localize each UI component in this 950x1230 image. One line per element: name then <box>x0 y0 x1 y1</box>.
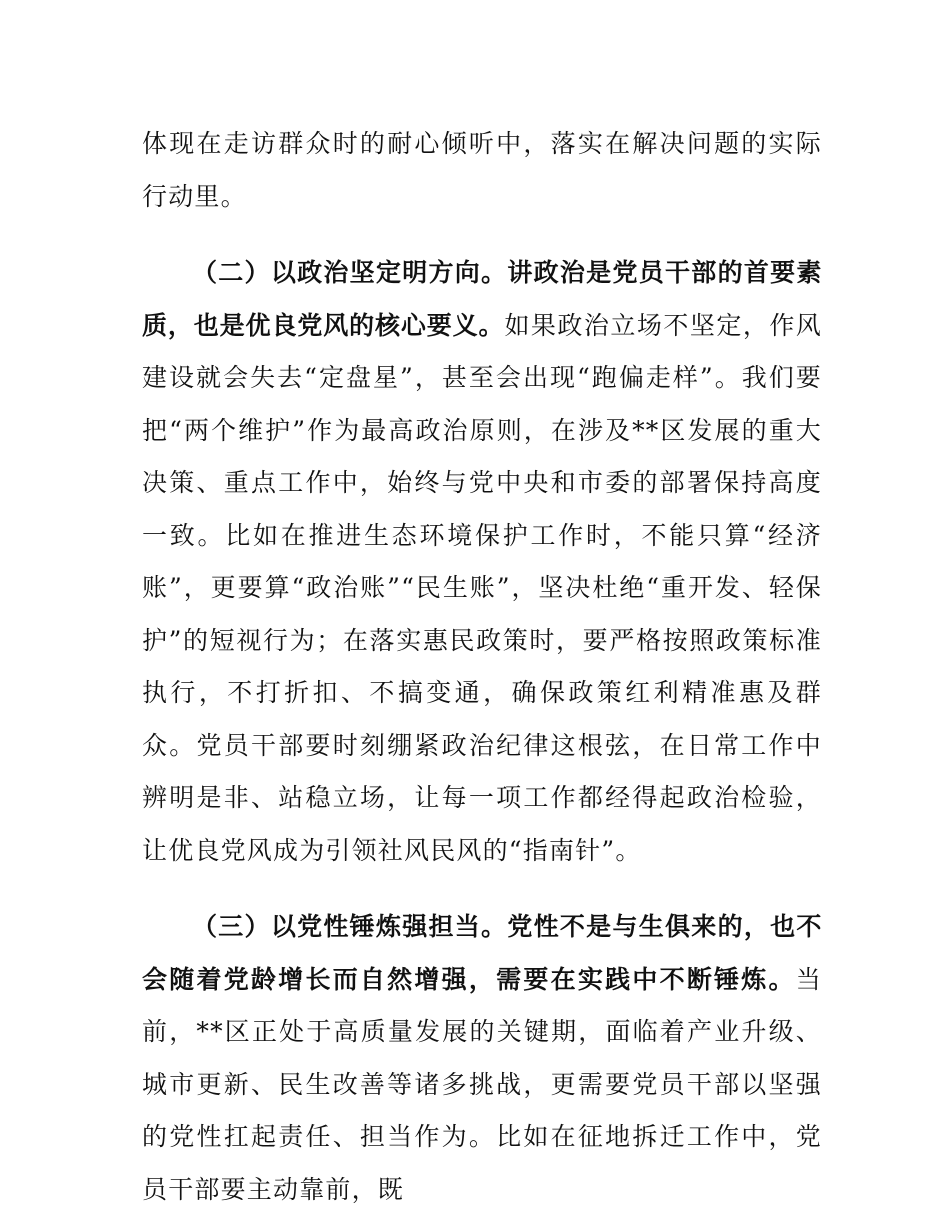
paragraph-continuation <box>142 118 822 223</box>
paragraph-text: 当前，**区正处于高质量发展的关键期，面临着产业升级、城市更新、民生改善等诸多挑战，更需要党员干部以坚强的党性扛起责任、担当作为。比如在征地拆迁工作中，党员干部要主动靠前，既 <box>142 964 822 1204</box>
paragraph-section-2 <box>142 247 822 877</box>
paragraph-section-3 <box>142 901 822 1216</box>
document-body <box>142 118 822 1216</box>
section-lead-sentence: 讲政治是党员干部的首要素质，也是优良党风的核心要义。 <box>142 258 823 340</box>
section-heading: （三）以党性锤炼强担当。 <box>192 912 508 941</box>
paragraph-text: 如果政治立场不坚定，作风建设就会失去“定盘星”，甚至会出现“跑偏走样”。我们要把“两个维护”作为最高政治原则，在涉及**区发展的重大决策、重点工作中，始终与党中央和市委的部署保持高度一致。比如在推进生态环境保护工作时，不能只算“经济账”，更要算“政治账”“民生账”，坚决杜绝“重开发、轻保护”的短视行为；在落实惠民政策时，要严格按照政策标准执行，不打折扣、不搞变通，确保政策红利精准惠及群众。党员干部要时刻绷紧政治纪律这根弦，在日常工作中辨明是非、站稳立场，让每一项工作都经得起政治检验，让优良党风成为引领社风民风的“指南针”。 <box>142 310 823 865</box>
paragraph-text: 体现在走访群众时的耐心倾听中，落实在解决问题的实际行动里。 <box>142 129 822 211</box>
section-lead-sentence: 党性不是与生俱来的，也不会随着党龄增长而自然增强，需要在实践中不断锤炼。 <box>142 912 823 994</box>
section-heading: （二）以政治坚定明方向。 <box>192 258 508 287</box>
